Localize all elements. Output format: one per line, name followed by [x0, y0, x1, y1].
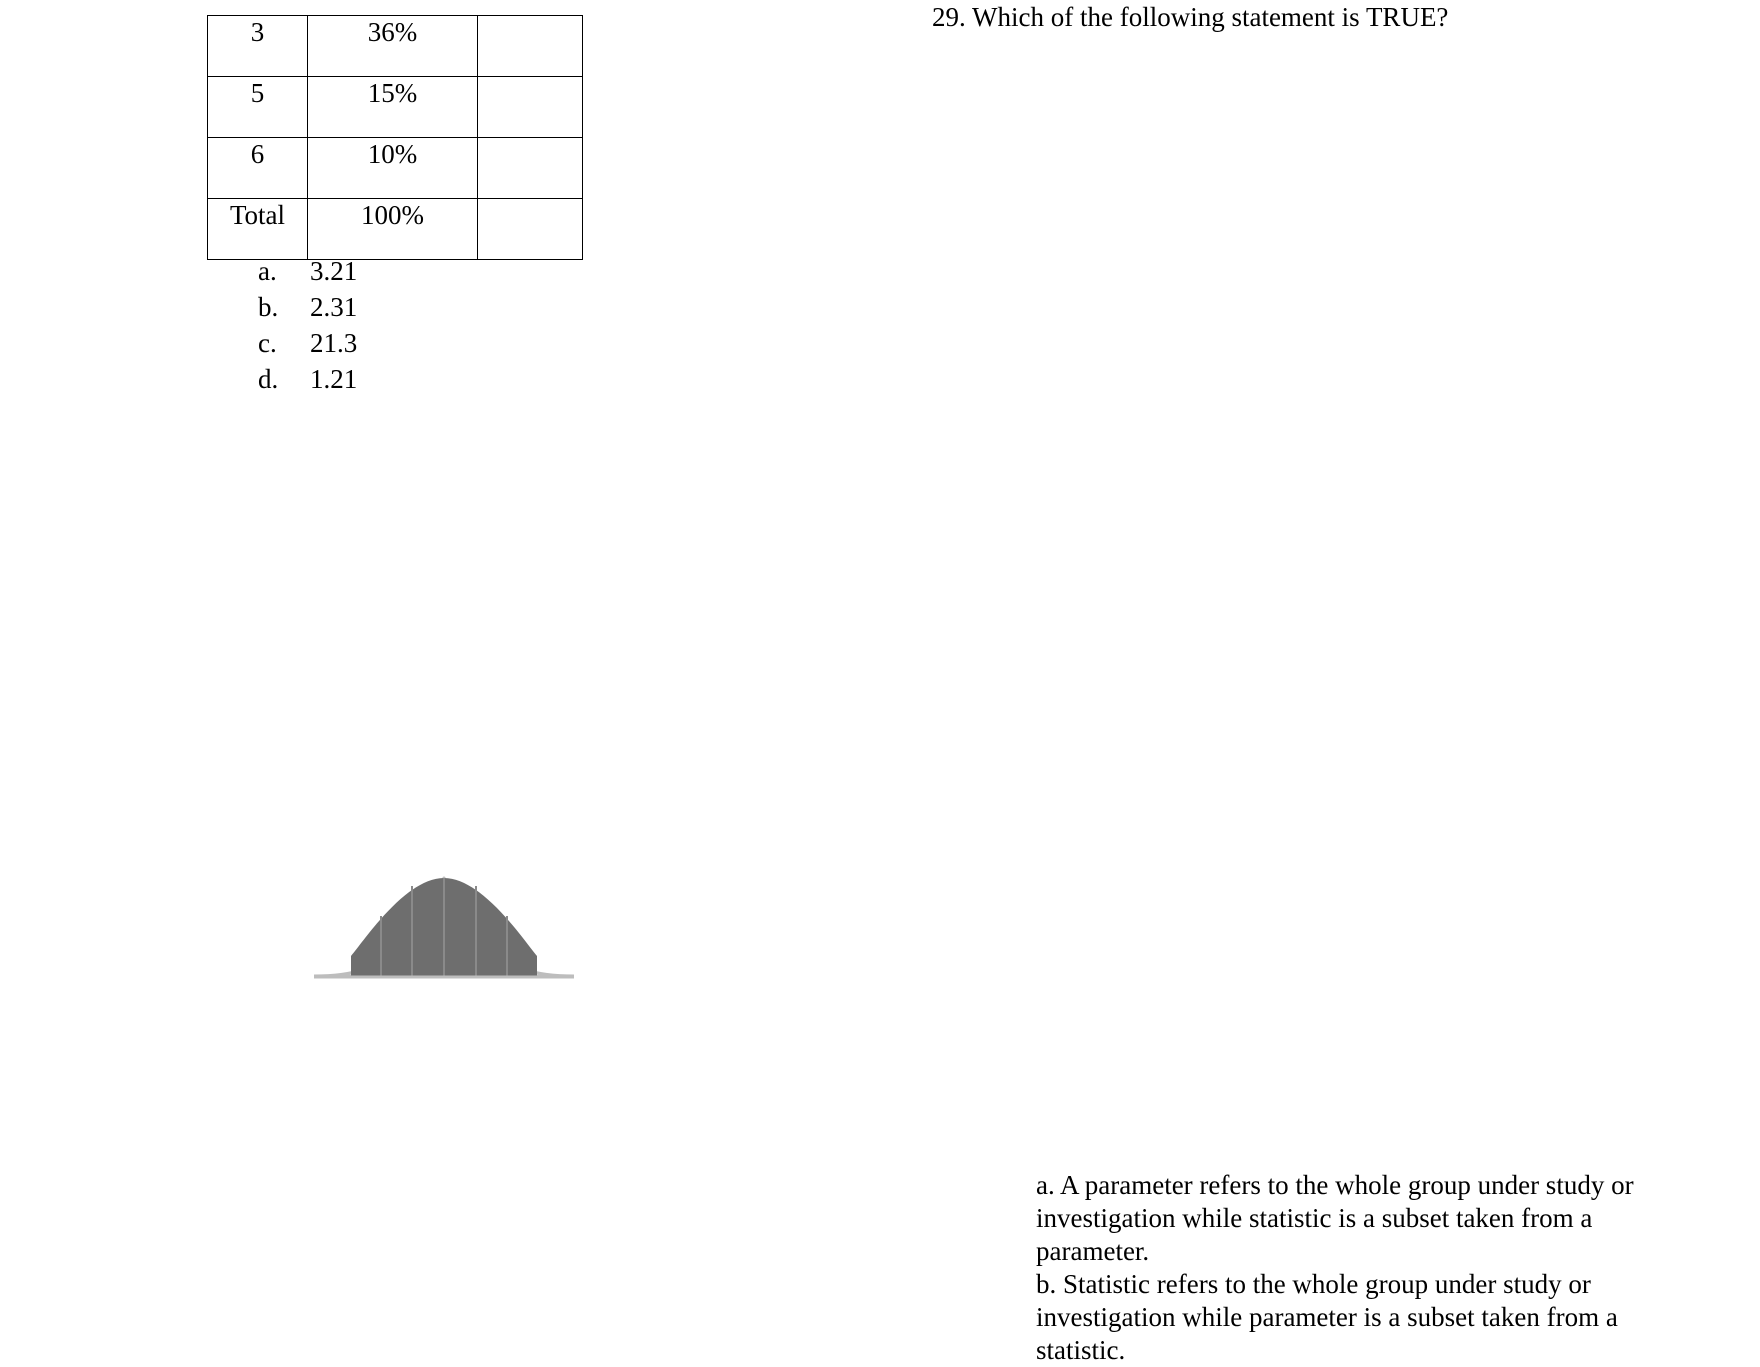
table-cell: 100%	[308, 199, 478, 260]
frequency-table	[207, 15, 583, 260]
table-cell	[478, 16, 583, 77]
option-text: 1.21	[310, 364, 358, 394]
table-cell: Total	[208, 199, 308, 260]
table-cell: 10%	[308, 138, 478, 199]
table-cell: 3	[208, 16, 308, 77]
table-row	[208, 138, 583, 199]
question-29-answers	[1036, 1169, 1676, 1367]
answer-b: b. Statistic refers to the whole group under study or investigation while parameter is a subset taken from a statistic.	[1036, 1269, 1618, 1365]
option-text: 2.31	[310, 292, 358, 322]
table-cell: 5	[208, 77, 308, 138]
table-cell: 6	[208, 138, 308, 199]
list-item	[258, 363, 357, 399]
table-row	[208, 16, 583, 77]
list-item	[258, 327, 357, 363]
option-letter: c.	[258, 328, 277, 358]
question-29: 29. Which of the following statement is TRUE?	[932, 2, 1449, 32]
option-letter: a.	[258, 256, 277, 286]
table-cell	[478, 77, 583, 138]
table-row	[208, 77, 583, 138]
answer-a: a. A parameter refers to the whole group under study or investigation while statistic is a subset taken from a parameter.	[1036, 1170, 1634, 1266]
table-cell	[478, 199, 583, 260]
table-row	[208, 199, 583, 260]
list-item	[258, 255, 357, 291]
option-text: 3.21	[310, 256, 358, 286]
option-letter: b.	[258, 292, 279, 322]
table-cell: 36%	[308, 16, 478, 77]
option-letter: d.	[258, 364, 279, 394]
normal-curve-image	[296, 868, 586, 988]
answer-options	[258, 255, 357, 399]
list-item	[258, 291, 357, 327]
option-text: 21.3	[310, 328, 358, 358]
table-cell	[478, 138, 583, 199]
table-cell: 15%	[308, 77, 478, 138]
